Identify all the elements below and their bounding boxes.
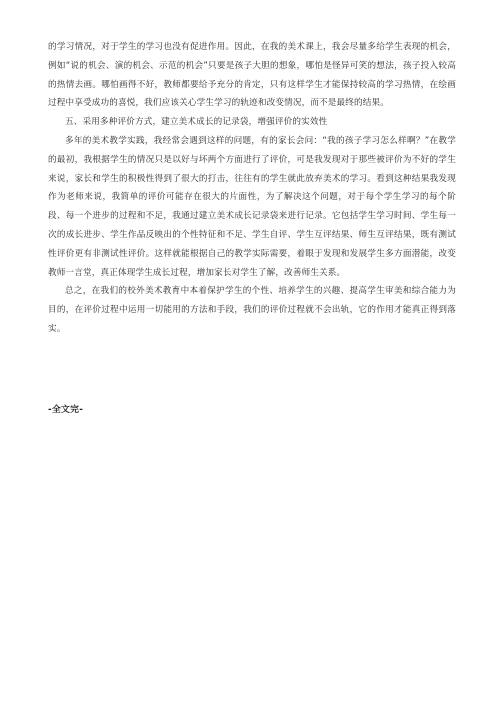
end-of-document-mark: -全文完- [48,405,84,415]
section-heading-5: 五、采用多种评价方式，建立美术成长的记录袋，增强评价的实效性 [65,117,328,128]
paragraph-continued: 的学习情况，对于学生的学习也没有促进作用。因此，在我的美术课上，我会尽量多给学生表现的机会，例如“说的机会、演的机会、示范的机会”只要是孩子大胆的想象，哪怕是怪异可笑的想法，孩子投入较高的热情去画。哪怕画得不好，教师都要给予充分的肯定，只有这样学生才能保持较高的学习热情，在绘画过程中享受成功的喜悦，我们应该关心学生学习的轨迹和改变情况，而不是最终的结果。 [48,42,456,109]
paragraph-evaluation-record: 多年的美术教学实践，我经常会遇到这样的问题，有的家长会问：“我的孩子学习怎么样啊？”在教学的最初，我根据学生的情况只是以好与坏两个方面进行了评价，可是我发现对于那些被评价为不好的学生来说，家长和学生的积极性得到了很大的打击，往往有的学生就此放弃美术的学习。看到这种结果我发现作为老师来说，我简单的评价可能存在很大的片面性，为了解决这个问题，对于每个学生学习的每个阶段、每一个进步的过程和不足，我通过建立美术成长记录袋来进行记录。它包括学生学习时间、学生每一次的成长进步、学生作品反映出的个性特征和不足、学生自评、学生互评结果、师生互评结果，既有测试性评价更有非测试性评价。这样就能根据自己的教学实际需要，着眼于发现和发展学生多方面潜能，改变教师一言堂，真正体现学生成长过程，增加家长对学生了解，改善师生关系。 [48,135,456,278]
paragraph-conclusion: 总之，在我们的校外美术教育中本着保护学生的个性、培养学生的兴趣、提高学生审美和综合能力为目的，在评价过程中运用一切能用的方法和手段，我们的评价过程就不会出轨，它的作用才能真正得到落实。 [48,286,456,334]
document-body [48,38,456,339]
